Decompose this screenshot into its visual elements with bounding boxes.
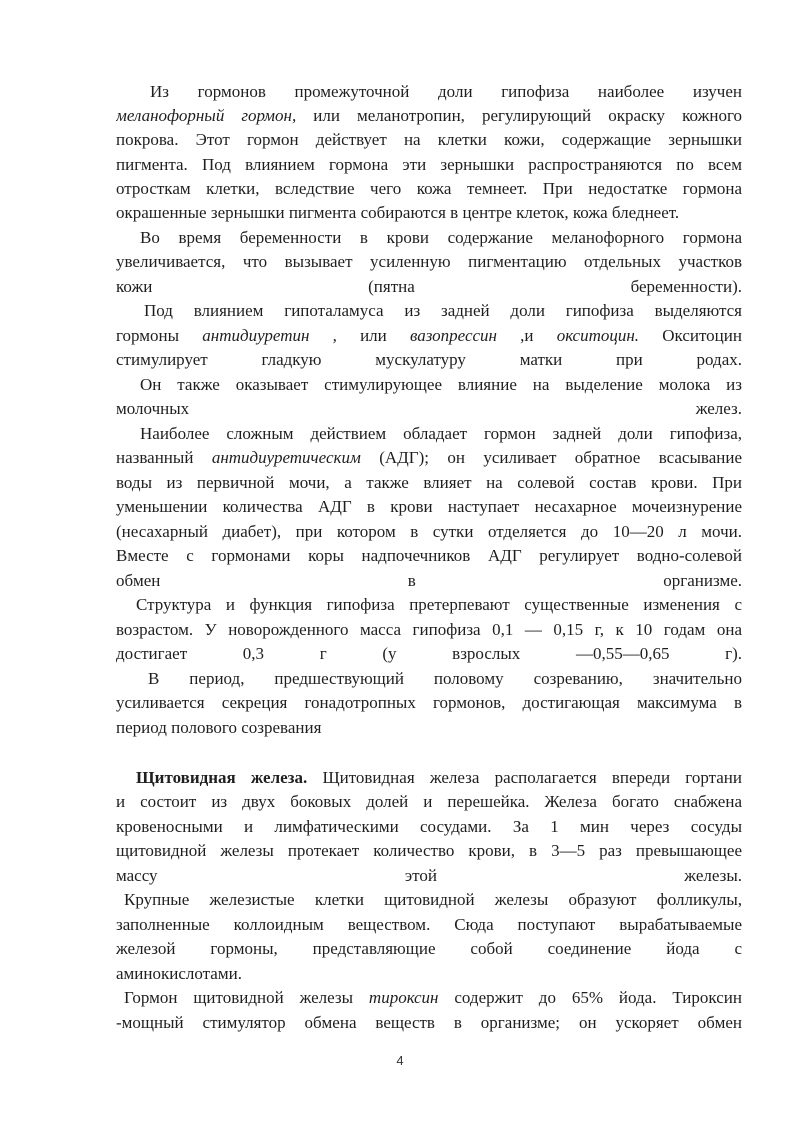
text-line — [136, 766, 742, 790]
text-line — [116, 618, 742, 642]
text-run: названный — [116, 448, 212, 467]
text-line — [116, 815, 742, 839]
text-line — [116, 128, 742, 152]
page-number: 4 — [396, 1053, 404, 1068]
text-line — [116, 544, 742, 568]
italic-term: антидиуретин , — [202, 326, 337, 345]
text-line — [116, 471, 742, 495]
text-line — [140, 226, 742, 250]
text-run: окрашенные зернышки пигмента собираются в центре клеток, кожа бледнеет. — [116, 203, 680, 222]
text-line — [116, 864, 742, 888]
text-run: пигмента. Под влиянием гормона эти зернышки распространяются по всем — [116, 155, 742, 174]
text-run: и состоит из двух боковых долей и перешейка. Железа богато снабжена — [116, 792, 742, 811]
text-run: покрова. Этот гормон действует на клетки кожи, содержащие зернышки — [116, 130, 742, 149]
text-line — [150, 80, 742, 104]
text-run: В период, предшествующий половому созреванию, значительно — [148, 669, 742, 688]
text-line — [144, 299, 742, 323]
text-run: Крупные железистые клетки щитовидной железы образуют фолликулы, — [124, 890, 742, 909]
italic-term: тироксин — [368, 988, 439, 1007]
text-run: содержит до 65% йода. Тироксин — [438, 988, 742, 1007]
text-run: увеличивается, что вызывает усиленную пигментацию отдельных участков — [116, 252, 742, 271]
text-run: аминокислотами. — [116, 964, 242, 983]
text-run: кожи (пятна беременности). — [116, 277, 742, 296]
text-run: (АДГ); он усиливает обратное всасывание — [360, 448, 742, 467]
text-line — [116, 201, 742, 225]
text-run: Из гормонов промежуточной доли гипофиза наиболее изучен — [150, 82, 742, 101]
text-run: Наиболее сложным действием обладает гормон задней доли гипофиза, — [140, 424, 742, 443]
text-run: обмен в организме. — [116, 571, 742, 590]
text-line — [116, 153, 742, 177]
text-run: период полового созревания — [116, 718, 322, 737]
text-run: воды из первичной мочи, а также влияет на солевой состав крови. При — [116, 473, 742, 492]
text-run: или меланотропин, регулирующий окраску кожного — [296, 106, 742, 125]
italic-term: вазопрессин — [409, 326, 497, 345]
text-line — [116, 913, 742, 937]
text-line — [116, 716, 742, 740]
text-run: молочных желез. — [116, 399, 742, 418]
text-line — [116, 962, 742, 986]
text-line — [116, 1011, 742, 1035]
text-run: или — [336, 326, 410, 345]
text-run: массу этой железы. — [116, 866, 742, 885]
bold-heading: Щитовидная железа. — [136, 768, 308, 787]
text-line — [116, 348, 742, 372]
text-line — [116, 324, 742, 348]
text-line — [116, 275, 742, 299]
text-run: заполненные коллоидным веществом. Сюда поступают вырабатываемые — [116, 915, 742, 934]
text-line — [116, 790, 742, 814]
text-run: достигает 0,3 г (у взрослых —0,55—0,65 г). — [116, 644, 742, 663]
text-run: уменьшении количества АДГ в крови наступает несахарное мочеизнурение — [116, 497, 742, 516]
text-run: отросткам клетки, вследствие чего кожа темнеет. При недостатке гормона — [116, 179, 742, 198]
text-line — [140, 422, 742, 446]
text-run: Щитовидная железа располагается впереди гортани — [307, 768, 742, 787]
text-line — [124, 888, 742, 912]
text-line — [116, 250, 742, 274]
text-run: Вместе с гормонами коры надпочечников АДГ регулирует водно-солевой — [116, 546, 742, 565]
text-line — [116, 520, 742, 544]
text-run: Окситоцин — [639, 326, 742, 345]
text-run: стимулирует гладкую мускулатуру матки при родах. — [116, 350, 742, 369]
text-line — [116, 104, 742, 128]
text-line — [116, 937, 742, 961]
text-run: (несахарный диабет), при котором в сутки отделяется до 10—20 л мочи. — [116, 522, 742, 541]
text-run: усиливается секреция гонадотропных гормонов, достигающая максимума в — [116, 693, 742, 712]
text-run: гормоны — [116, 326, 203, 345]
text-line — [116, 642, 742, 666]
text-line — [116, 397, 742, 421]
text-run: кровеносными и лимфатическими сосудами. За 1 мин через сосуды — [116, 817, 742, 836]
italic-term: антидиуретическим — [211, 448, 361, 467]
text-line — [116, 691, 742, 715]
text-run: Он также оказывает стимулирующее влияние на выделение молока из — [140, 375, 742, 394]
text-run: -мощный стимулятор обмена веществ в организме; он ускоряет обмен — [116, 1013, 742, 1032]
text-run: железой гормоны, представляющие собой соединение йода с — [116, 939, 742, 958]
text-run: Гормон щитовидной железы — [124, 988, 369, 1007]
text-run: Под влиянием гипоталамуса из задней доли гипофиза выделяются — [144, 301, 742, 320]
text-line — [116, 177, 742, 201]
text-run: возрастом. У новорожденного масса гипофиза 0,1 — 0,15 г, к 10 годам она — [116, 620, 742, 639]
text-line — [116, 495, 742, 519]
text-run: щитовидной железы протекает количество крови, в 3—5 раз превышающее — [116, 841, 742, 860]
text-line — [140, 373, 742, 397]
text-run: Во время беременности в крови содержание меланофорного гормона — [140, 228, 742, 247]
italic-term: окситоцин. — [556, 326, 640, 345]
text-line — [148, 667, 742, 691]
text-run: ,и — [496, 326, 557, 345]
text-run: Структура и функция гипофиза претерпевают существенные изменения с — [136, 595, 742, 614]
text-line — [136, 593, 742, 617]
text-line — [116, 839, 742, 863]
text-line — [116, 446, 742, 470]
text-line — [116, 569, 742, 593]
italic-term: меланофорный гормон, — [116, 106, 297, 125]
text-line — [124, 986, 742, 1010]
